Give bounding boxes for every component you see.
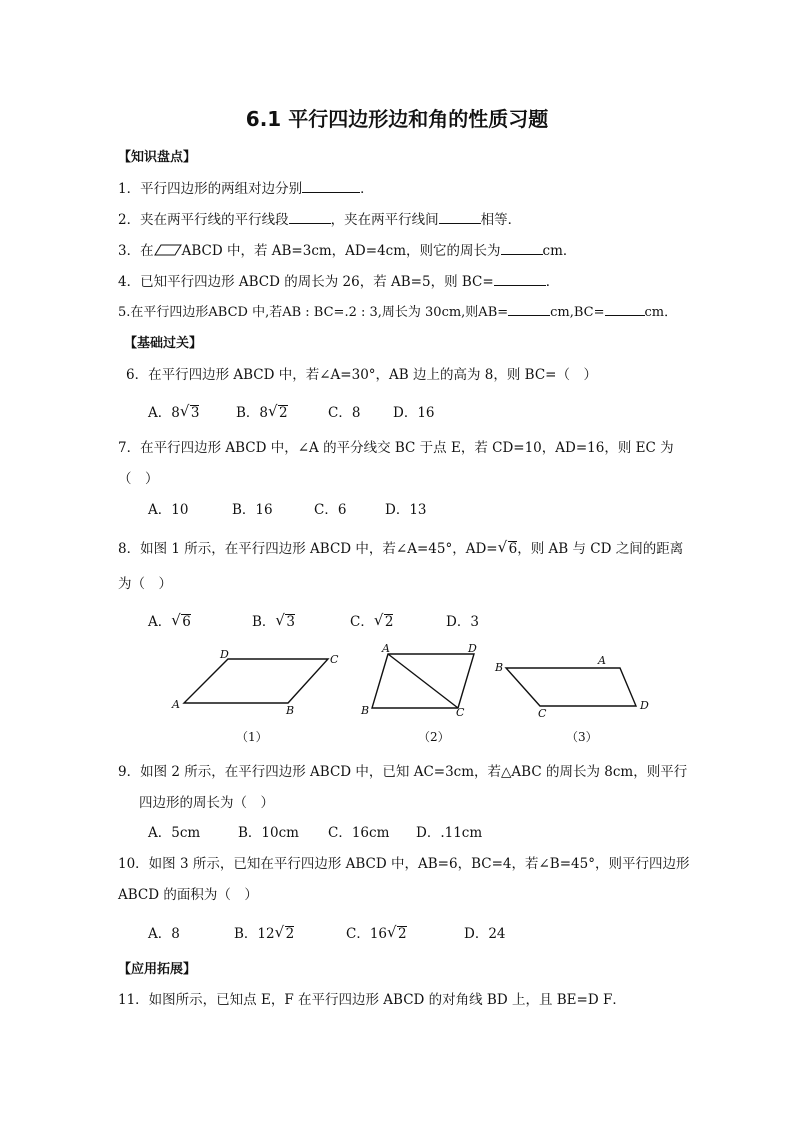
- q8-option-d: D．3: [446, 614, 479, 630]
- question-6: 6．在平行四边形 ABCD 中，若∠A=30°，AB 边上的高为 8，则 BC=（ ）: [126, 367, 597, 383]
- k5-text: 5.在平行四边形ABCD 中,若AB : BC=.2 : 3,周长为 30cm,则AB=: [118, 305, 509, 320]
- knowledge-item-4: [118, 270, 559, 290]
- q8-option-c: C． √ 2: [350, 611, 394, 630]
- k4-end: ．: [545, 274, 560, 290]
- question-10-line-1: 10．如图 3 所示，已知在平行四边形 ABCD 中，AB=6，BC=4，若∠B=45°，则平行四边形: [118, 856, 690, 872]
- figure-2-parallelogram-with-diagonal: [356, 640, 486, 720]
- q10-option-b: B．12 √ 2: [234, 923, 295, 942]
- k2-end: 相等．: [480, 212, 522, 228]
- k2-text: 2．夹在两平行线的平行线段: [118, 212, 289, 228]
- q6-option-c: C．8: [328, 405, 361, 421]
- question-11: 11．如图所示，已知点 E，F 在平行四边形 ABCD 的对角线 BD 上，且 BE=D F．: [118, 992, 626, 1008]
- fig2-label-a: A: [382, 642, 390, 655]
- q9-option-d: D．.11cm: [416, 825, 483, 841]
- knowledge-item-1: [118, 177, 374, 197]
- section-heading-basic: 【基础过关】: [124, 336, 203, 351]
- fig2-label-d: D: [468, 642, 477, 655]
- q10-option-c: C．16 √ 2: [346, 923, 407, 942]
- q8-option-a: A． √ 6: [148, 611, 191, 630]
- fig1-label-d: D: [220, 648, 229, 661]
- q6-option-d: D．16: [393, 405, 435, 421]
- fig1-label-a: A: [172, 698, 180, 711]
- fig1-label-b: B: [286, 704, 295, 717]
- k3-end: cm．: [542, 243, 577, 259]
- fig3-label-a: A: [598, 654, 606, 667]
- question-9-line-2: 四边形的周长为（ ）: [139, 795, 274, 811]
- fig3-label-d: D: [640, 699, 649, 712]
- q6-option-a: A．8 √ 3: [148, 402, 200, 421]
- figure-2-caption: （2）: [418, 730, 450, 744]
- sqrt-symbol: √ 6: [497, 538, 518, 557]
- question-7-line-2: （ ）: [118, 471, 159, 487]
- figure-1-parallelogram: [170, 645, 340, 720]
- parallelogram-symbol-icon: [154, 244, 182, 256]
- q10-option-a: A．8: [148, 926, 180, 942]
- k1-end: ．: [360, 181, 374, 197]
- q6-option-b: B．8 √ 2: [236, 402, 288, 421]
- k5-end: cm．: [644, 305, 678, 320]
- k1-blank: [302, 180, 360, 193]
- q9-option-a: A．5cm: [148, 825, 201, 841]
- k2-mid: ，夹在两平行线间: [330, 212, 439, 228]
- sqrt-symbol: √ 2: [268, 402, 288, 421]
- k3-mid: ABCD 中，若 AB=3cm，AD=4cm，则它的周长为: [181, 243, 501, 259]
- figure-1-caption: （1）: [236, 730, 268, 744]
- question-8-line-2: 为（ ）: [118, 576, 172, 592]
- q7-option-d: D．13: [385, 502, 427, 518]
- knowledge-item-2: [118, 208, 521, 228]
- knowledge-item-3: [118, 239, 576, 259]
- k5-blank-2: [605, 303, 645, 316]
- k2-blank-1: [289, 211, 331, 224]
- fig2-label-b: B: [361, 704, 370, 717]
- k5-blank-1: [508, 303, 550, 316]
- page-title: 6.1 平行四边形边和角的性质习题: [245, 107, 549, 131]
- k1-text: 1．平行四边形的两组对边分别: [118, 181, 303, 197]
- section-heading-knowledge: 【知识盘点】: [118, 150, 197, 165]
- k4-blank: [494, 273, 546, 286]
- q8-option-b: B． √ 3: [252, 611, 296, 630]
- q9-option-c: C．16cm: [328, 825, 390, 841]
- k4-text: 4．已知平行四边形 ABCD 的周长为 26，若 AB=5，则 BC=: [118, 274, 494, 290]
- q7-option-a: A．10: [148, 502, 189, 518]
- section-heading-extension: 【应用拓展】: [118, 962, 197, 977]
- q9-option-b: B．10cm: [238, 825, 299, 841]
- k3-text: 3．在: [118, 243, 154, 259]
- question-7-line-1: 7．在平行四边形 ABCD 中，∠A 的平分线交 BC 于点 E，若 CD=10，AD=16，则 EC 为: [118, 440, 674, 456]
- k3-blank: [501, 242, 543, 255]
- k2-blank-2: [439, 211, 481, 224]
- question-8-line-1: 8．如图 1 所示，在平行四边形 ABCD 中，若∠A=45°，AD= √ 6，则 AB 与 CD 之间的距离: [118, 538, 684, 557]
- figure-3-parallelogram: [492, 650, 662, 720]
- figure-3-caption: （3）: [566, 730, 598, 744]
- q7-option-c: C．6: [314, 502, 347, 518]
- fig3-label-b: B: [495, 661, 504, 674]
- sqrt-symbol: √ 6: [171, 611, 191, 630]
- question-10-line-2: ABCD 的面积为（ ）: [118, 887, 258, 903]
- sqrt-symbol: √ 2: [373, 611, 394, 630]
- k5-mid: cm,BC=: [550, 305, 605, 320]
- q7-option-b: B．16: [232, 502, 273, 518]
- fig2-label-c: C: [456, 706, 465, 719]
- sqrt-symbol: √ 3: [275, 611, 296, 630]
- fig3-label-c: C: [538, 707, 547, 720]
- sqrt-symbol: √ 2: [274, 923, 295, 942]
- question-9-line-1: 9．如图 2 所示，在平行四边形 ABCD 中，已知 AC=3cm，若△ABC 的周长为 8cm，则平行: [118, 764, 688, 780]
- q10-option-d: D．24: [464, 926, 506, 942]
- knowledge-item-5: [118, 301, 677, 320]
- fig1-label-c: C: [330, 653, 339, 666]
- sqrt-symbol: √ 2: [387, 923, 407, 942]
- sqrt-symbol: √ 3: [179, 402, 200, 421]
